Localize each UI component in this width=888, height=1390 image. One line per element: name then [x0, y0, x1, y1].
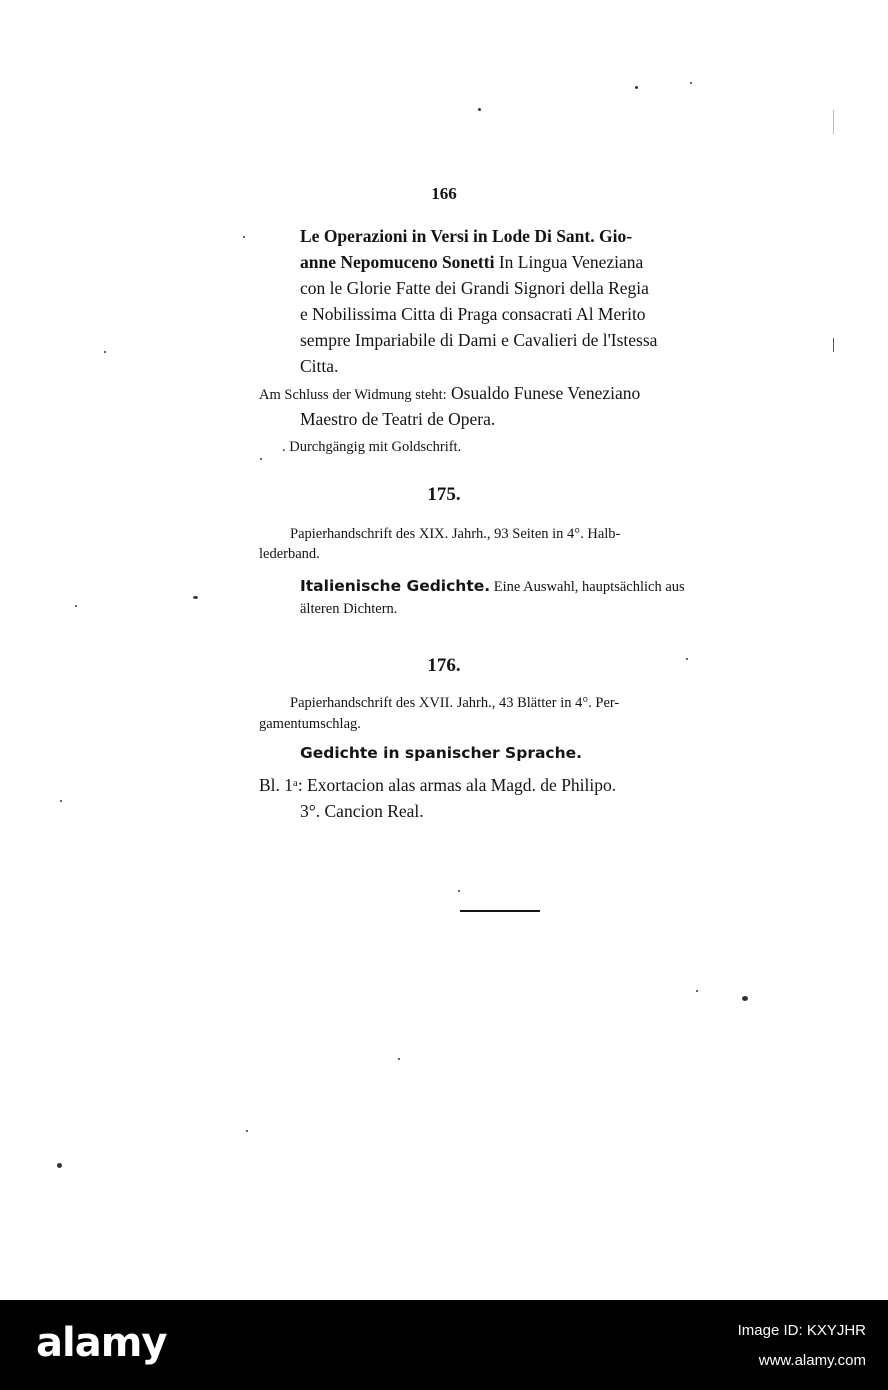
entry-title-line1: Le Operazioni in Versi in Lode Di Sant. Gio-: [300, 226, 633, 246]
entry-176-bl-line1: Bl. 1ᵃ: Exortacion alas armas ala Magd. de Philipo.: [259, 775, 617, 795]
scan-speck: [246, 1130, 248, 1132]
alamy-logo: alamy: [36, 1320, 167, 1366]
entry-line: con le Glorie Fatte dei Grandi Signori della Regia: [300, 278, 649, 298]
entry-175-desc-line2: lederband.: [259, 546, 320, 562]
scan-speck: [104, 351, 106, 353]
scan-speck: [635, 86, 638, 89]
image-id: Image ID: KXYJHR: [737, 1322, 866, 1339]
entry-176-desc-line2: gamentumschlag.: [259, 716, 361, 732]
entry-title-line2: [300, 249, 643, 275]
scan-speck: [60, 800, 62, 802]
scan-speck: [57, 1163, 62, 1168]
widmung-note-line1: [259, 380, 640, 408]
entry-175-title: Italienische Gedichte.: [300, 577, 491, 595]
entry-175-heading: 175.: [427, 484, 461, 505]
scan-speck: [75, 605, 77, 607]
widmung-note-line2: Maestro de Teatri de Opera.: [300, 409, 496, 429]
entry-title-rest: In Lingua Veneziana: [494, 252, 644, 272]
entry-176-title: Gedichte in spanischer Sprache.: [300, 744, 583, 762]
entry-176-bl-line2: 3°. Cancion Real.: [300, 801, 424, 821]
scan-speck: [690, 82, 692, 84]
entry-line: e Nobilissima Citta di Praga consacrati Al Merito: [300, 304, 646, 324]
entry-176-heading: 176.: [427, 655, 461, 676]
scan-mark: [833, 338, 834, 352]
entry-175-desc-line1: Papierhandschrift des XIX. Jahrh., 93 Seiten in 4°. Halb-: [290, 526, 621, 542]
end-rule: [460, 910, 540, 912]
scan-speck: [243, 236, 245, 238]
entry-176-desc-line1: Papierhandschrift des XVII. Jahrh., 43 Blätter in 4°. Per-: [290, 695, 620, 711]
site-url: www.alamy.com: [758, 1352, 866, 1369]
widmung-note-label: Am Schluss der Widmung steht:: [259, 387, 447, 403]
goldschrift-note: . Durchgängig mit Goldschrift.: [282, 439, 462, 455]
entry-175-title-rest: Eine Auswahl, hauptsächlich aus: [490, 579, 685, 595]
scan-speck: [742, 996, 748, 1001]
scan-speck: [696, 990, 698, 992]
scan-speck: [398, 1058, 400, 1060]
scan-speck: [458, 890, 460, 892]
widmung-note-text: Osualdo Funese Veneziano: [446, 383, 641, 403]
entry-line: Citta.: [300, 356, 339, 376]
scan-speck: [478, 108, 481, 111]
entry-line: sempre Impariabile di Dami e Cavalieri de l'Istessa: [300, 330, 658, 350]
scan-speck: [193, 596, 198, 599]
scan-speck: [260, 458, 262, 460]
scan-speck: [686, 658, 688, 660]
scan-mark: [833, 110, 834, 134]
page-number: 166: [431, 184, 457, 203]
entry-175-line2: älteren Dichtern.: [300, 601, 398, 617]
entry-title-bold-part: anne Nepomuceno Sonetti: [300, 252, 495, 272]
